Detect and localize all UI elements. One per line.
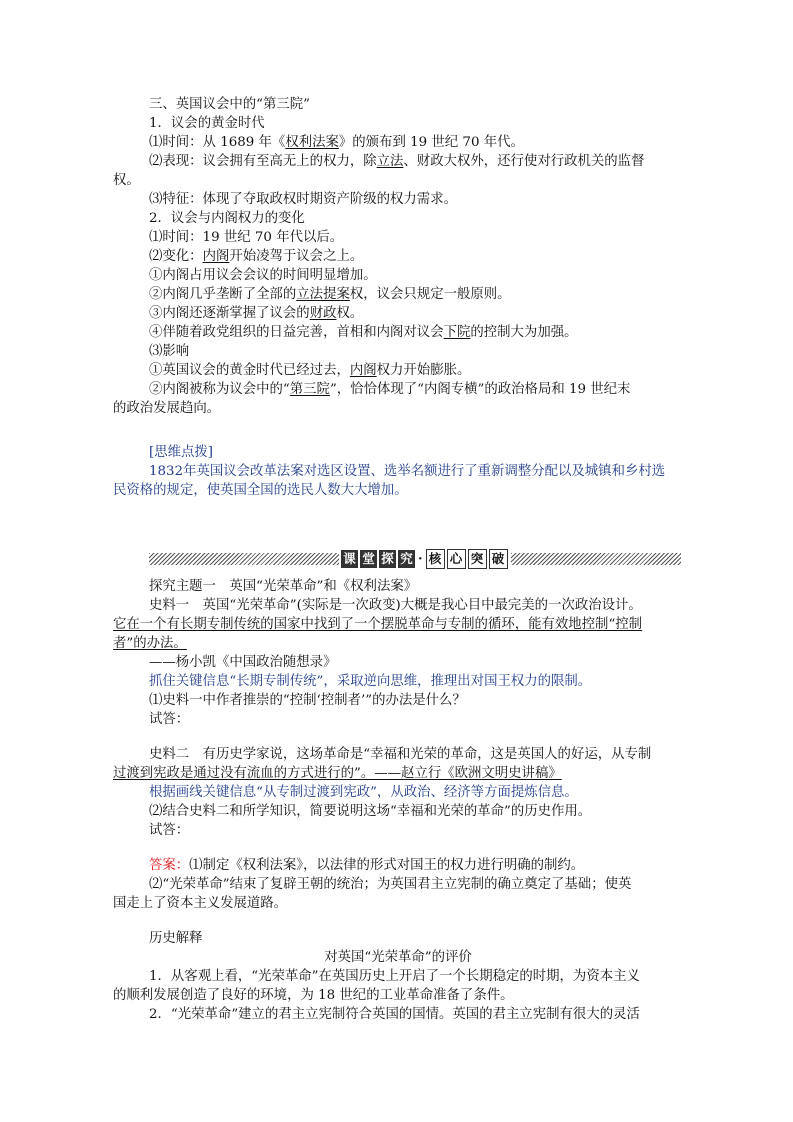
text-line: ⑶影响 <box>149 344 190 359</box>
answer-prompt: 试答： <box>149 823 190 838</box>
banner-char: 课 <box>341 550 358 568</box>
section-title: 三、英国议会中的“第三院” <box>149 97 310 112</box>
centered-title: 对英国“光荣革命”的评价 <box>324 950 472 965</box>
source-text: 者”的办法。 <box>113 636 187 651</box>
key-term: 内阁 <box>202 249 230 264</box>
text-line: ③内阁还逐渐掌握了议会的财政权。 <box>149 306 364 321</box>
subheading: 2．议会与内阁权力的变化 <box>149 211 305 226</box>
key-term: 立法 <box>376 154 404 169</box>
source-text: 史料一 英国“光荣革命”(实际是一次政变)大概是我心目中最完美的一次政治设计。 <box>149 598 642 613</box>
text-line: ⑵变化：内阁开始凌驾于议会之上。 <box>149 249 364 264</box>
key-term: 财政 <box>309 306 337 321</box>
answer-line: 国走上了资本主义发展道路。 <box>113 896 288 911</box>
paragraph-line: 1．从客观上看，“光荣革命”在英国历史上开启了一个长期稳定的时期，为资本主义 <box>149 969 640 984</box>
source-text: 史料二 有历史学家说，这场革命是“幸福和光荣的革命，这是英国人的好运，从专制 <box>149 747 652 762</box>
source-text: 它在一个有长期专制传统的国家中找到了一个摆脱革命与专制的循环，能有效地控制“控制 <box>113 617 643 632</box>
question: ⑵结合史料二和所学知识，简要说明这场“幸福和光荣的革命”的历史作用。 <box>149 804 592 819</box>
theme-title: 探究主题一 英国“光荣革命”和《权利法案》 <box>149 579 418 594</box>
banner-char: 突 <box>468 549 487 569</box>
banner-char: 核 <box>426 549 445 569</box>
text-line: 权。 <box>113 173 140 188</box>
section-banner <box>149 549 681 569</box>
tip-text: 民资格的规定，使英国全国的选民人数大大增加。 <box>113 483 408 498</box>
banner-char: 探 <box>379 550 396 568</box>
paragraph-line: 的顺利发展创造了良好的环境，为 18 世纪的工业革命准备了条件。 <box>113 988 514 1003</box>
question: ⑴史料一中作者推崇的“控制‘控制者’”的办法是什么？ <box>149 693 466 708</box>
answer-label: 答案： <box>149 858 190 873</box>
text-line: ⑵表现：议会拥有至高无上的权力，除立法、财政大权外，还行使对行政机关的监督 <box>149 154 645 169</box>
banner-dot: · <box>418 551 423 567</box>
subheading: 1．议会的黄金时代 <box>149 116 265 131</box>
text-line: ⑴时间：19 世纪 70 年代以后。 <box>149 230 344 245</box>
text-line: ②内阁几乎垄断了全部的立法提案权，议会只规定一般原则。 <box>149 287 511 302</box>
tip-text: 1832年英国议会改革法案对选区设置、选举名额进行了重新调整分配以及城镇和乡村选 <box>149 464 666 479</box>
key-term: 下院 <box>443 325 471 340</box>
hint-text: 抓住关键信息“长期专制传统”，采取逆向思维，推理出对国王权力的限制。 <box>149 674 592 689</box>
banner-char: 破 <box>489 549 508 569</box>
text-line: ①内阁占用议会会议的时间明显增加。 <box>149 268 377 283</box>
paragraph-line: 2．“光荣革命”建立的君主立宪制符合英国的国情。英国的君主立宪制有很大的灵活 <box>149 1007 640 1022</box>
text-line: ①英国议会的黄金时代已经过去，内阁权力开始膨胀。 <box>149 363 471 378</box>
banner-label <box>341 549 508 569</box>
key-term: 第三院 <box>289 382 330 397</box>
hatch-divider <box>149 553 339 565</box>
banner-char: 堂 <box>360 550 377 568</box>
banner-char: 心 <box>447 549 466 569</box>
hint-text: 根据画线关键信息“从专制过渡到宪政”，从政治、经济等方面提炼信息。 <box>149 785 578 800</box>
hatch-divider <box>511 553 681 565</box>
key-term: 内阁 <box>349 363 377 378</box>
source-citation: ——杨小凯《中国政治随想录》 <box>149 655 337 670</box>
text-line: ⑶特征：体现了夺取政权时期资产阶级的权力需求。 <box>149 192 457 207</box>
text-line: ④伴随着政党组织的日益完善，首相和内阁对议会下院的控制大为加强。 <box>149 325 578 340</box>
key-term: 立法提案 <box>296 287 350 302</box>
answer-line: 答案：⑴制定《权利法案》，以法律的形式对国王的权力进行明确的制约。 <box>149 858 585 873</box>
banner-char: 究 <box>398 550 415 568</box>
source-text: 过渡到宪政是通过没有流血的方式进行的”。——赵立行《欧洲文明史讲稿》 <box>113 766 562 781</box>
text-line: ②内阁被称为议会中的“第三院”，恰恰体现了“内阁专横”的政治格局和 19 世纪末 <box>149 382 631 397</box>
section-heading: 历史解释 <box>149 931 203 946</box>
key-term: 权利法案 <box>285 135 339 150</box>
answer-line: ⑵“光荣革命”结束了复辟王朝的统治；为英国君主立宪制的确立奠定了基础；使英 <box>149 877 632 892</box>
tip-label: [思维点拨] <box>149 445 214 460</box>
text-line: ⑴时间：从 1689 年《权利法案》的颁布到 19 世纪 70 年代。 <box>149 135 524 150</box>
answer-prompt: 试答： <box>149 712 190 727</box>
text-line: 的政治发展趋向。 <box>113 401 221 416</box>
